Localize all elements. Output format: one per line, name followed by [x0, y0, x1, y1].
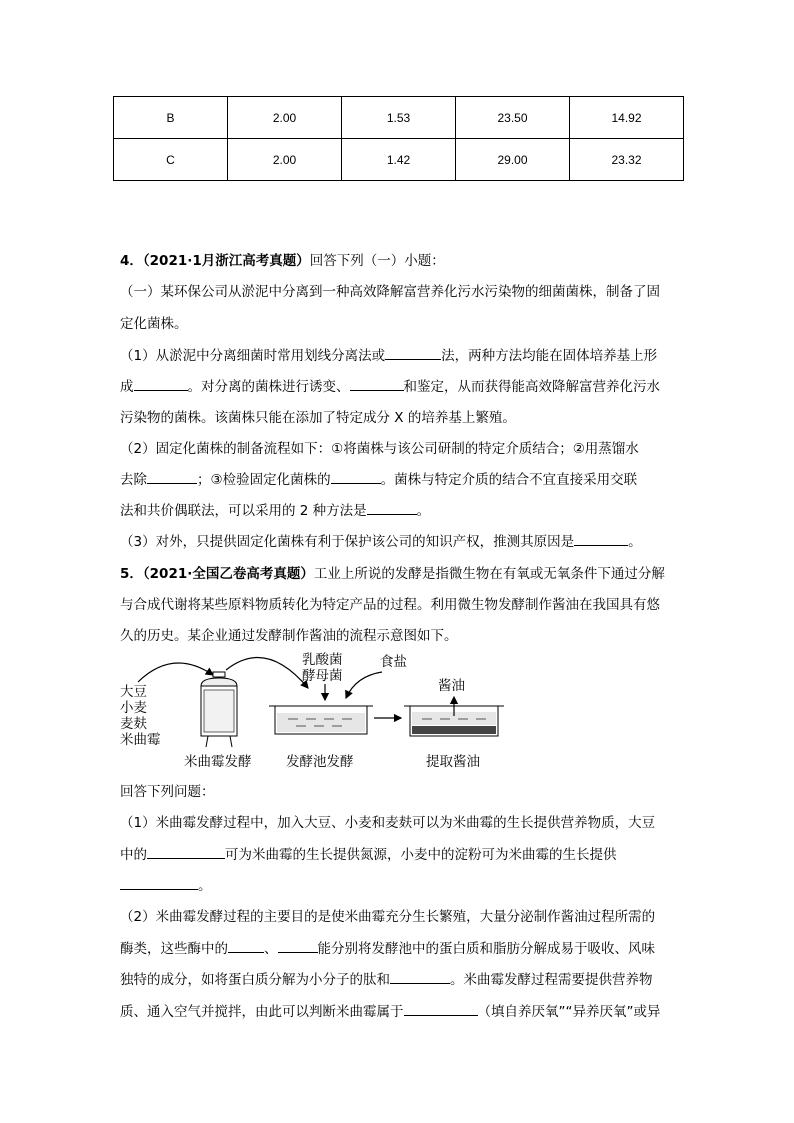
text: 成 [120, 379, 134, 395]
salt-label: 食盐 [380, 654, 407, 670]
table-cell: C [114, 139, 228, 181]
answer-blank[interactable] [147, 845, 225, 859]
fermentation-pool-icon [269, 706, 373, 734]
raw-material-label: 米曲霉 [120, 732, 161, 748]
answer-blank[interactable] [120, 876, 198, 890]
paragraph-line: 定化菌株。 [120, 316, 188, 332]
paragraph-line: （2）固定化菌株的制备流程如下：①将菌株与该公司研制的特定介质结合；②用蒸馏水 [120, 441, 639, 457]
text: 独特的成分，如将蛋白质分解为小分子的肽和 [120, 972, 390, 988]
yeast-label: 酵母菌 [302, 668, 343, 684]
raw-material-label: 小麦 [120, 700, 147, 716]
text: 。菌株与特定介质的结合不宜直接采用交联 [380, 472, 638, 488]
table-cell: 2.00 [228, 139, 342, 181]
paragraph-line [120, 1002, 660, 1022]
text: 工业上所说的发酵是指微生物在有氧或无氧条件下通过分解 [313, 566, 665, 582]
table-cell: 23.50 [456, 97, 570, 139]
paragraph-line [120, 346, 657, 366]
text: 。 [628, 534, 642, 550]
text: （1）从淤泥中分离细菌时常用划线分离法或 [120, 348, 386, 364]
answer-blank[interactable] [367, 501, 417, 515]
table-cell: B [114, 97, 228, 139]
text: 。对分离的菌株进行诱变、 [187, 379, 350, 395]
fermenter-icon [201, 672, 237, 747]
question-intro: 回答下列（一）小题： [309, 253, 445, 269]
data-table [113, 96, 684, 181]
step-label: 提取酱油 [426, 754, 480, 770]
table-cell: 2.00 [228, 97, 342, 139]
paragraph-line [120, 939, 655, 959]
raw-material-label: 大豆 [120, 684, 147, 700]
table-cell: 23.32 [570, 139, 684, 181]
step-label: 发酵池发酵 [286, 754, 354, 770]
question-source: （2021·全国乙卷高考真题） [142, 566, 314, 582]
text: 和鉴定，从而获得能高效降解富营养化污水 [403, 379, 660, 395]
table-cell: 1.42 [342, 139, 456, 181]
question-number: 4． [120, 253, 143, 269]
arrow-icon [138, 663, 213, 682]
process-diagram [118, 650, 538, 775]
text: 可为米曲霉的生长提供氮源，小麦中的淀粉可为米曲霉的生长提供 [225, 847, 617, 863]
text: 能分别将发酵池中的蛋白质和脂肪分解成易于吸收、风味 [317, 941, 655, 957]
product-label: 酱油 [438, 678, 465, 694]
answer-blank[interactable] [574, 532, 628, 546]
answer-blank[interactable] [385, 346, 441, 360]
paragraph-line: （1）米曲霉发酵过程中，加入大豆、小麦和麦麸可以为米曲霉的生长提供营养物质，大豆 [120, 815, 656, 831]
question-number: 5． [120, 566, 143, 582]
table-cell: 29.00 [456, 139, 570, 181]
answer-blank[interactable] [350, 377, 404, 391]
paragraph-line [120, 501, 430, 521]
paragraph-line: （2）米曲霉发酵过程的主要目的是使米曲霉充分生长繁殖，大量分泌制作酱油过程所需的 [120, 909, 656, 925]
raw-material-label: 麦麸 [120, 716, 147, 732]
text: 法，两种方法均能在固体培养基上形 [441, 348, 658, 364]
text: ；③检验固定化菌株的 [197, 472, 331, 488]
arrow-icon [346, 672, 382, 698]
paragraph-line: 久的历史。某企业通过发酵制作酱油的流程示意图如下。 [120, 628, 458, 644]
table-cell: 1.53 [342, 97, 456, 139]
text: 、 [264, 941, 278, 957]
paragraph-line: 污染物的菌株。该菌株只能在添加了特定成分 X 的培养基上繁殖。 [120, 410, 516, 426]
text: 。 [198, 878, 212, 894]
answer-blank[interactable] [331, 470, 381, 484]
paragraph-line [120, 876, 212, 896]
paragraph-line [120, 845, 617, 865]
text: 中的 [120, 847, 147, 863]
answer-blank[interactable] [404, 1002, 478, 1016]
table-row [114, 139, 684, 181]
paragraph-line: （一）某环保公司从淤泥中分离到一种高效降解富营养化污水污染物的细菌菌株，制备了固 [120, 284, 660, 300]
paragraph-line: 与合成代谢将某些原料物质转化为特定产品的过程。利用微生物发酵制作酱油在我国具有悠 [120, 597, 660, 613]
question-source: （2021·1月浙江高考真题） [142, 253, 310, 269]
paragraph-line [120, 377, 660, 397]
text: 质、通入空气并搅拌，由此可以判断米曲霉属于 [120, 1004, 404, 1020]
text: 法和共价偶联法，可以采用的 2 种方法是 [120, 503, 367, 519]
q5-heading [120, 564, 665, 584]
bacteria-label: 乳酸菌 [302, 652, 343, 668]
text: 去除 [120, 472, 147, 488]
text: 酶类，这些酶中的 [120, 941, 228, 957]
answer-blank[interactable] [228, 939, 264, 953]
answer-blank[interactable] [147, 470, 197, 484]
paragraph-line [120, 970, 653, 990]
paragraph-line: 回答下列问题： [120, 784, 215, 800]
text: （填自养厌氧”“异养厌氧”或异 [477, 1004, 661, 1020]
answer-blank[interactable] [278, 939, 318, 953]
text: 。米曲霉发酵过程需要提供营养物 [450, 972, 653, 988]
step-label: 米曲霉发酵 [184, 754, 252, 770]
q4-heading [120, 251, 445, 271]
text: 。 [416, 503, 431, 519]
answer-blank[interactable] [390, 970, 450, 984]
table-row [114, 97, 684, 139]
table-cell: 14.92 [570, 97, 684, 139]
answer-blank[interactable] [134, 377, 188, 391]
paragraph-line [120, 532, 642, 552]
text: （3）对外，只提供固定化菌株有利于保护该公司的知识产权，推测其原因是 [120, 534, 575, 550]
arrow-icon [226, 658, 308, 688]
paragraph-line [120, 470, 637, 490]
